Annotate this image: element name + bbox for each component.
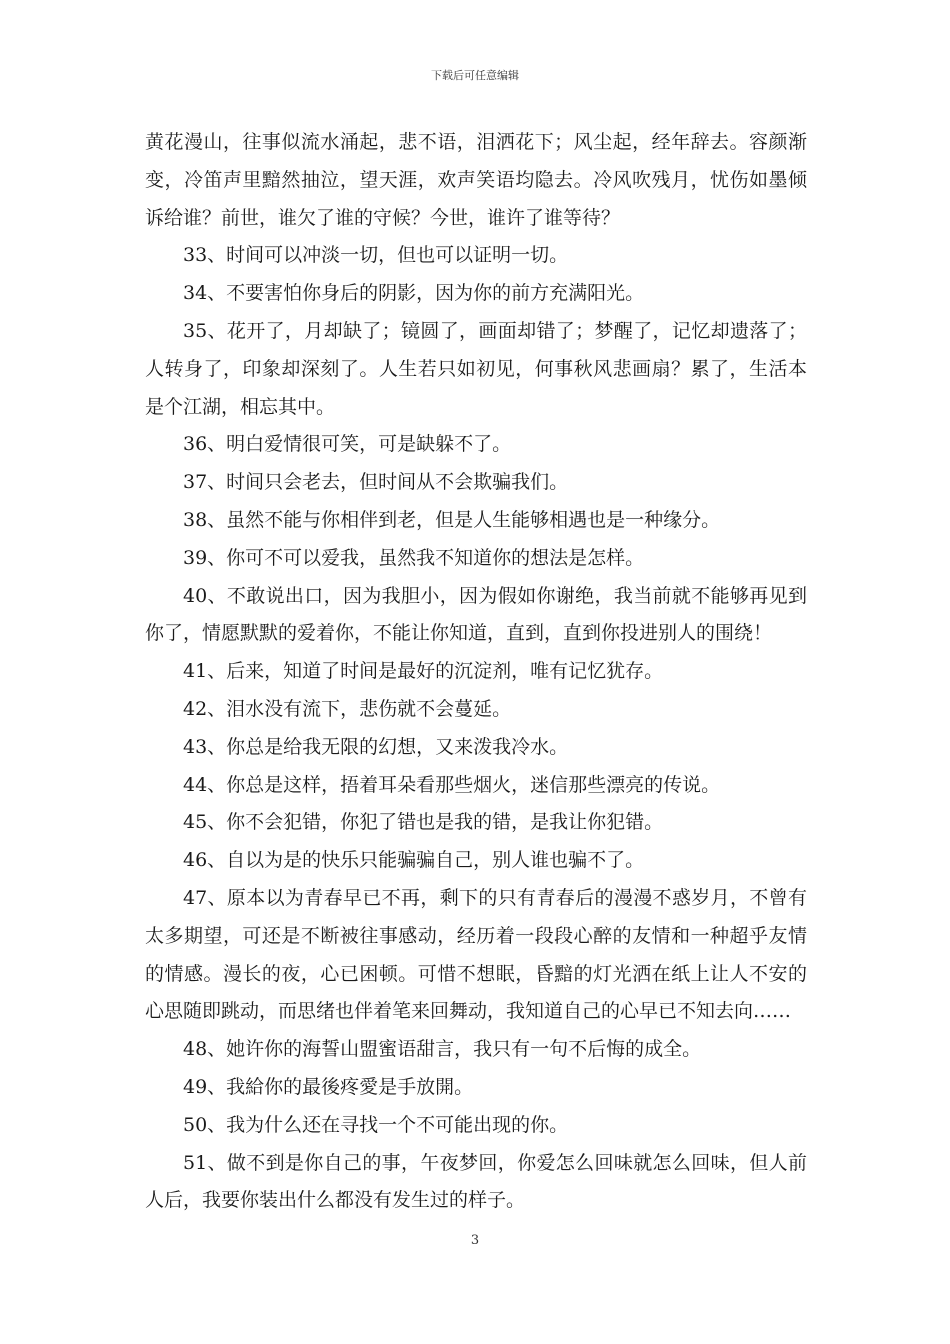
paragraph: 43、你总是给我无限的幻想，又来泼我冷水。 xyxy=(183,735,569,758)
paragraph: 45、你不会犯错，你犯了错也是我的错，是我让你犯错。 xyxy=(183,811,664,834)
paragraph: 40、不敢说出口，因为我胆小，因为假如你谢绝，我当前就不能够再见到你了，情愿默默的爱着你，不能让你知道，直到，直到你投进别人的围绕！ xyxy=(145,584,807,645)
paragraph: 黄花漫山，往事似流水涌起，悲不语，泪洒花下；风尘起，经年辞去。容颜渐变，冷笛声里黯然抽泣，望天涯，欢声笑语均隐去。冷风吹残月，忧伤如墨倾诉给谁？前世，谁欠了谁的守候？今世，谁许了谁等待？ xyxy=(145,131,807,229)
paragraph: 35、花开了，月却缺了；镜圆了，画面却错了；梦醒了，记忆却遗落了；人转身了，印象却深刻了。人生若只如初见，何事秋风悲画扇？累了，生活本是个江湖，相忘其中。 xyxy=(145,319,807,418)
paragraph: 42、泪水没有流下，悲伤就不会蔓延。 xyxy=(183,697,512,720)
paragraph: 44、你总是这样，捂着耳朵看那些烟火，迷信那些漂亮的传说。 xyxy=(183,773,721,796)
paragraph: 47、原本以为青春早已不再，剩下的只有青春后的漫漫不惑岁月，不曾有太多期望，可还是不断被往事感动，经历着一段段心醉的友情和一种超乎友情的情感。漫长的夜，心已困顿。可惜不想眠，昏黯的灯光洒在纸上让人不安的心思随即跳动，而思绪也伴着笔来回舞动，我知道自己的心早已不知去向…… xyxy=(145,886,807,1023)
paragraph: 46、自以为是的快乐只能骗骗自己，别人谁也骗不了。 xyxy=(183,849,645,872)
paragraph: 34、不要害怕你身后的阴影，因为你的前方充满阳光。 xyxy=(183,282,645,305)
paragraph: 39、你可不可以爱我，虽然我不知道你的想法是怎样。 xyxy=(183,546,645,569)
paragraph: 33、时间可以冲淡一切，但也可以证明一切。 xyxy=(183,244,569,267)
paragraph: 37、时间只会老去，但时间从不会欺骗我们。 xyxy=(183,471,569,494)
paragraph: 48、她许你的海誓山盟蜜语甜言，我只有一句不后悔的成全。 xyxy=(183,1038,702,1061)
page-number: 3 xyxy=(470,1233,480,1248)
paragraph: 41、后来，知道了时间是最好的沉淀剂，唯有记忆犹存。 xyxy=(183,660,664,683)
paragraph: 51、做不到是你自己的事，午夜梦回，你爱怎么回味就怎么回味，但人前人后，我要你装出什么都没有发生过的样子。 xyxy=(145,1151,807,1212)
paragraph: 49、我給你的最後疼愛是手放開。 xyxy=(183,1075,474,1098)
paragraph: 36、明白爱情很可笑，可是缺躲不了。 xyxy=(183,433,512,456)
paragraph: 50、我为什么还在寻找一个不可能出现的你。 xyxy=(183,1113,569,1136)
paragraph: 38、虽然不能与你相伴到老，但是人生能够相遇也是一种缘分。 xyxy=(183,508,721,531)
page-header: 下载后可任意编辑 xyxy=(431,69,519,82)
document-body xyxy=(145,124,807,1220)
